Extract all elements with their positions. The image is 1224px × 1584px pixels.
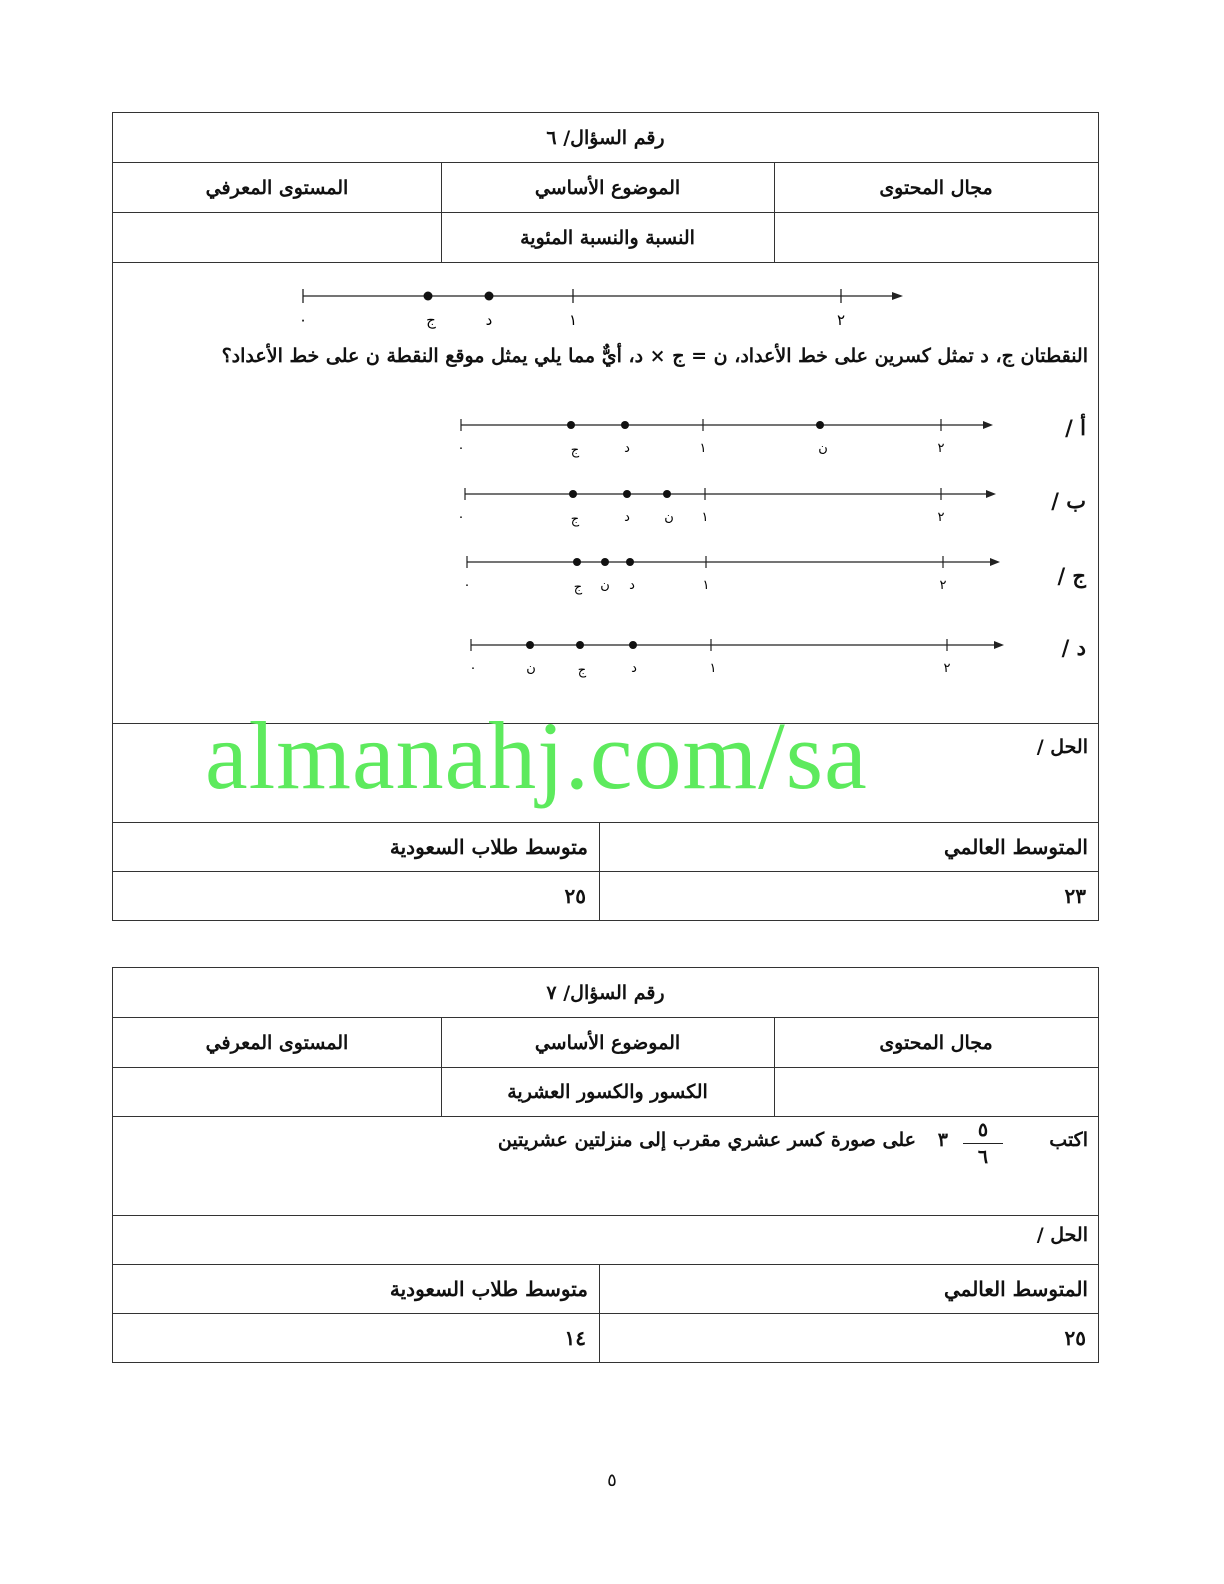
svg-text:د: د xyxy=(624,441,630,456)
q7-title: رقم السؤال/ ٧ xyxy=(546,981,665,1004)
q6-title: رقم السؤال/ ٦ xyxy=(546,126,665,149)
q6-option-a-label: أ / xyxy=(1065,415,1086,440)
q7-saudi-average-header: متوسط طلاب السعودية xyxy=(389,1277,588,1301)
q6-header-row xyxy=(113,163,1098,213)
q7-header-cognitive-level: المستوى المعرفي xyxy=(205,1031,349,1054)
q6-header-main-topic: الموضوع الأساسي xyxy=(534,176,681,199)
svg-text:٢: ٢ xyxy=(939,578,947,593)
watermark-text: almanahj.com/sa xyxy=(205,702,868,809)
svg-text:٢: ٢ xyxy=(937,441,945,456)
question-7-table xyxy=(112,967,1099,1363)
q6-main-label-zero: ٠ xyxy=(298,311,308,329)
q6-main-label-dal: د xyxy=(485,311,493,329)
q6-value-row xyxy=(113,213,1098,263)
q6-question-text: النقطتان ج، د تمثل كسرين على خط الأعداد، ن = ج × د، أيٌّ مما يلي يمثل موقع النقطة ن على خط الأعداد؟ xyxy=(221,345,1088,367)
q6-header-cognitive-level: المستوى المعرفي xyxy=(205,176,349,199)
q6-main-label-jeem: ج xyxy=(426,311,436,329)
q6-saudi-average-header: متوسط طلاب السعودية xyxy=(389,835,588,859)
q6-main-number-line xyxy=(113,263,1098,343)
svg-text:د: د xyxy=(624,510,630,525)
svg-text:ن: ن xyxy=(526,661,536,676)
q7-question-prefix: اكتب xyxy=(1049,1129,1088,1151)
svg-text:ج: ج xyxy=(577,663,587,678)
svg-text:٠: ٠ xyxy=(457,441,465,456)
svg-text:١: ١ xyxy=(702,578,710,593)
q7-solution-label: الحل / xyxy=(1036,1224,1088,1246)
q6-global-average-value: ٢٣ xyxy=(1064,884,1086,908)
svg-text:٢: ٢ xyxy=(937,510,945,525)
q6-average-value-row xyxy=(113,872,1098,920)
q7-value-row xyxy=(113,1068,1098,1117)
svg-text:٠: ٠ xyxy=(469,661,477,676)
svg-text:١: ١ xyxy=(709,661,717,676)
q7-fraction-numerator: ٥ xyxy=(977,1119,989,1141)
q7-question-suffix: على صورة كسر عشري مقرب إلى منزلتين عشريتين xyxy=(497,1129,916,1151)
q7-global-average-header: المتوسط العالمي xyxy=(943,1277,1088,1301)
svg-text:٢: ٢ xyxy=(943,661,951,676)
q6-option-d-line xyxy=(113,628,1098,688)
svg-text:١: ١ xyxy=(699,441,707,456)
page-number: ٥ xyxy=(607,1470,617,1491)
q7-fraction xyxy=(963,1119,1003,1168)
q6-title-row xyxy=(113,113,1098,163)
q6-header-content-domain: مجال المحتوى xyxy=(879,176,993,199)
q6-option-c-line xyxy=(113,545,1098,605)
svg-text:٠: ٠ xyxy=(457,510,465,525)
q7-header-main-topic: الموضوع الأساسي xyxy=(534,1031,681,1054)
q7-question-row xyxy=(113,1117,1098,1216)
q7-topic-value: الكسور والكسور العشرية xyxy=(507,1081,708,1103)
q7-solution-row xyxy=(113,1216,1098,1265)
q6-topic-value: النسبة والنسبة المئوية xyxy=(520,226,695,249)
q7-fraction-denominator: ٦ xyxy=(977,1146,989,1168)
svg-text:ن: ن xyxy=(600,578,610,593)
svg-text:د: د xyxy=(631,661,637,676)
svg-text:ن: ن xyxy=(664,510,674,525)
q7-global-average-value: ٢٥ xyxy=(1064,1326,1086,1350)
svg-text:د: د xyxy=(629,578,635,593)
q6-average-header-row xyxy=(113,823,1098,872)
q6-saudi-average-value: ٢٥ xyxy=(564,884,586,908)
q6-main-label-one: ١ xyxy=(568,311,578,329)
svg-text:٠: ٠ xyxy=(463,578,471,593)
svg-text:ج: ج xyxy=(570,512,580,527)
q6-option-a-line xyxy=(113,408,1098,468)
q7-fraction-bar xyxy=(963,1143,1003,1144)
svg-text:١: ١ xyxy=(701,510,709,525)
q6-main-label-two: ٢ xyxy=(836,311,846,329)
q7-saudi-average-value: ١٤ xyxy=(564,1326,586,1350)
q6-option-b-label: ب / xyxy=(1051,488,1086,513)
q7-whole-number: ٣ xyxy=(937,1129,948,1151)
q7-header-content-domain: مجال المحتوى xyxy=(879,1031,993,1054)
q7-average-value-row xyxy=(113,1314,1098,1362)
svg-text:ج: ج xyxy=(570,443,580,458)
svg-text:ج: ج xyxy=(573,580,583,595)
svg-text:ن: ن xyxy=(818,441,828,456)
q7-average-header-row xyxy=(113,1265,1098,1314)
q6-option-d-label: د / xyxy=(1061,635,1086,660)
q6-option-c-label: ج / xyxy=(1057,563,1086,588)
q6-option-b-line xyxy=(113,477,1098,537)
q7-title-row xyxy=(113,968,1098,1018)
q6-solution-label: الحل / xyxy=(1036,736,1088,758)
q7-header-row xyxy=(113,1018,1098,1068)
q6-global-average-header: المتوسط العالمي xyxy=(943,835,1088,859)
q6-question-row xyxy=(113,263,1098,724)
